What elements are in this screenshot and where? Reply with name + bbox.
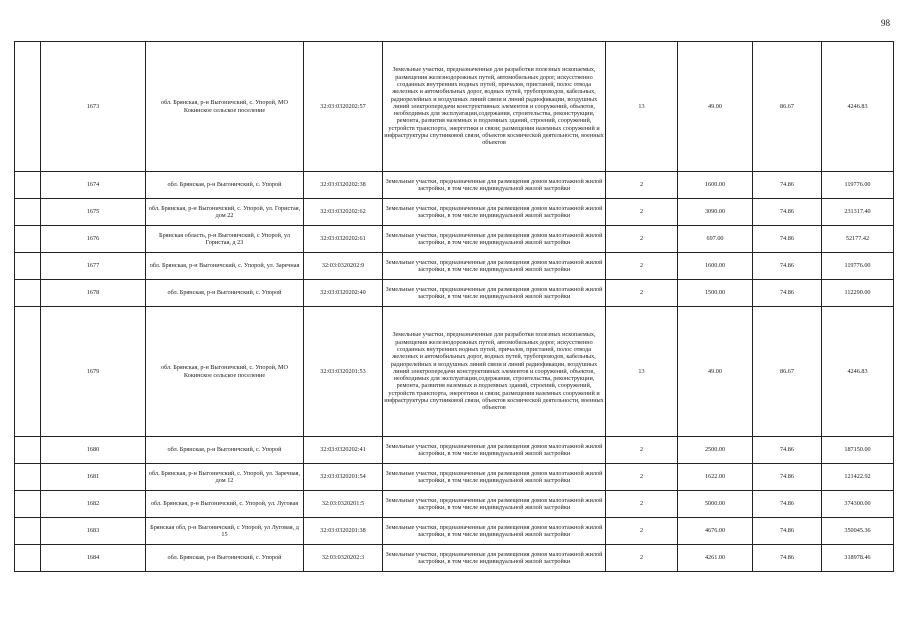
blank-cell [15,199,41,226]
cadastral-number-cell: 32:03:0320202:38 [304,172,383,199]
cadastral-value-cell: 318978.46 [822,545,894,572]
land-use-cell: Земельные участки, предназначенные для размещения домов малоэтажной жилой застройки, в том числе индивидуальной жилой застройки [383,226,606,253]
cadastral-value-cell: 4246.83 [822,42,894,172]
specific-value-cell: 74.86 [753,464,822,491]
cadastral-value-cell: 121422.92 [822,464,894,491]
cadastral-value-cell: 187150.00 [822,437,894,464]
blank-cell [15,172,41,199]
table-row [15,464,894,491]
blank-cell [15,437,41,464]
area-cell: 1500.00 [678,280,753,307]
area-cell: 1622.00 [678,464,753,491]
group-number-cell: 2 [606,253,678,280]
group-number-cell: 2 [606,545,678,572]
row-number-cell: 1681 [41,464,146,491]
area-cell: 2500.00 [678,437,753,464]
group-number-cell: 2 [606,280,678,307]
table-row [15,307,894,437]
row-number-cell: 1675 [41,199,146,226]
row-number-cell: 1680 [41,437,146,464]
table-row [15,545,894,572]
cadastral-number-cell: 32:03:0320202:61 [304,226,383,253]
cadastral-value-cell: 374300.00 [822,491,894,518]
address-cell: Брянская область, р-н Выгоничский, с Упорой, ул Гористая, д 23 [146,226,304,253]
table-row [15,491,894,518]
cadastral-number-cell: 32:03:0320201:5 [304,491,383,518]
area-cell: 49.00 [678,42,753,172]
land-use-cell: Земельные участки, предназначенные для размещения домов малоэтажной жилой застройки, в том числе индивидуальной жилой застройки [383,545,606,572]
row-number-cell: 1678 [41,280,146,307]
specific-value-cell: 74.86 [753,491,822,518]
specific-value-cell: 74.86 [753,545,822,572]
group-number-cell: 2 [606,199,678,226]
specific-value-cell: 74.86 [753,199,822,226]
row-number-cell: 1677 [41,253,146,280]
cadastral-value-cell: 52177.42 [822,226,894,253]
address-cell: обл. Брянская, р-н Выгоничский, с. Упорой, МО Кокинское сельское поселение [146,42,304,172]
blank-cell [15,545,41,572]
address-cell: Брянская обл, р-н Выгоничский, с Упорой, ул Луговая, д 15 [146,518,304,545]
specific-value-cell: 74.86 [753,172,822,199]
area-cell: 1600.00 [678,172,753,199]
group-number-cell: 2 [606,172,678,199]
specific-value-cell: 74.86 [753,253,822,280]
row-number-cell: 1682 [41,491,146,518]
table-row [15,226,894,253]
specific-value-cell: 74.86 [753,226,822,253]
cadastral-number-cell: 32:03:0320202:41 [304,437,383,464]
cadastral-value-cell: 4246.83 [822,307,894,437]
table-row [15,199,894,226]
area-cell: 4676.00 [678,518,753,545]
cadastral-number-cell: 32:03:0320202:40 [304,280,383,307]
row-number-cell: 1674 [41,172,146,199]
land-use-cell: Земельные участки, предназначенные для размещения домов малоэтажной жилой застройки, в том числе индивидуальной жилой застройки [383,491,606,518]
specific-value-cell: 86.67 [753,42,822,172]
row-number-cell: 1683 [41,518,146,545]
land-use-cell: Земельные участки, предназначенные для размещения домов малоэтажной жилой застройки, в том числе индивидуальной жилой застройки [383,253,606,280]
area-cell: 49.00 [678,307,753,437]
cadastral-value-cell: 112290.00 [822,280,894,307]
blank-cell [15,518,41,545]
group-number-cell: 2 [606,518,678,545]
row-number-cell: 1673 [41,42,146,172]
page-number: 98 [881,18,890,28]
area-cell: 5000.00 [678,491,753,518]
blank-cell [15,491,41,518]
blank-cell [15,280,41,307]
address-cell: обл. Брянская, р-н Выгоничский, с. Упорой, ул. Заречная [146,253,304,280]
land-use-cell: Земельные участки, предназначенные для размещения домов малоэтажной жилой застройки, в том числе индивидуальной жилой застройки [383,518,606,545]
address-cell: обл. Брянская, р-н Выгоничский, с. Упорой, ул. Луговая [146,491,304,518]
land-use-cell: Земельные участки, предназначенные для размещения домов малоэтажной жилой застройки, в том числе индивидуальной жилой застройки [383,464,606,491]
table-row [15,437,894,464]
address-cell: обл. Брянская, р-н Выгоничский, с. Упорой [146,545,304,572]
area-cell: 697.00 [678,226,753,253]
specific-value-cell: 74.86 [753,437,822,464]
group-number-cell: 2 [606,464,678,491]
land-use-cell: Земельные участки, предназначенные для размещения домов малоэтажной жилой застройки, в том числе индивидуальной жилой застройки [383,172,606,199]
table-row [15,280,894,307]
cadastral-value-cell: 119776.00 [822,172,894,199]
specific-value-cell: 74.86 [753,518,822,545]
specific-value-cell: 74.86 [753,280,822,307]
address-cell: обл. Брянская, р-н Выгоничский, с. Упорой, МО Кокинское сельское поселение [146,307,304,437]
table-body [15,42,894,572]
table-row [15,518,894,545]
cadastral-number-cell: 32:03:0320202:62 [304,199,383,226]
blank-cell [15,253,41,280]
area-cell: 1600.00 [678,253,753,280]
group-number-cell: 2 [606,437,678,464]
cadastral-number-cell: 32:03:0320202:9 [304,253,383,280]
land-use-cell: Земельные участки, предназначенные для размещения домов малоэтажной жилой застройки, в том числе индивидуальной жилой застройки [383,199,606,226]
group-number-cell: 13 [606,307,678,437]
cadastral-value-cell: 119776.00 [822,253,894,280]
blank-cell [15,42,41,172]
address-cell: обл. Брянская, р-н Выгоничский, с. Упорой [146,172,304,199]
row-number-cell: 1679 [41,307,146,437]
table-row [15,172,894,199]
table-row [15,253,894,280]
address-cell: обл. Брянская, р-н Выгоничский, с. Упорой [146,437,304,464]
row-number-cell: 1676 [41,226,146,253]
blank-cell [15,226,41,253]
land-use-cell: Земельные участки, предназначенные для размещения домов малоэтажной жилой застройки, в том числе индивидуальной жилой застройки [383,437,606,464]
cadastral-value-cell: 231317.40 [822,199,894,226]
land-use-cell: Земельные участки, предназначенные для разработки полезных ископаемых, размещения железнодорожных путей, автомобильных дорог, искусственно созданных внутренних водных путей, причалов, пристаней, полос отвода железных и автомобильных дорог, водных путей, трубопроводов, кабельных, радиорелейных и воздушных линий связи и линий радиофикации, воздушных линий электропередачи конструктивных элементов и сооружений, объектов, необходимых для эксплуатации,содержания, строительства, реконструкции, ремонта, развития наземных и подземных зданий, строений, сооружений, устройств транспорта, энергетики и связи; размещения наземных сооружений и инфраструктуры спутниковой связи, объектов космической деятельности, военных объектов [383,42,606,172]
cadastral-number-cell: 32:03:0320201:38 [304,518,383,545]
group-number-cell: 2 [606,226,678,253]
cadastral-number-cell: 32:03:0320201:53 [304,307,383,437]
land-use-cell: Земельные участки, предназначенные для размещения домов малоэтажной жилой застройки, в том числе индивидуальной жилой застройки [383,280,606,307]
cadastral-number-cell: 32:03:0320202:57 [304,42,383,172]
land-use-cell: Земельные участки, предназначенные для разработки полезных ископаемых, размещения железнодорожных путей, автомобильных дорог, искусственно созданных внутренних водных путей, причалов, пристаней, полос отвода железных и автомобильных дорог, водных путей, трубопроводов, кабельных, радиорелейных и воздушных линий связи и линий радиофикации, воздушных линий электропередачи конструктивных элементов и сооружений, объектов, необходимых для эксплуатации,содержания, строительства, реконструкции, ремонта, развития наземных и подземных зданий, строений, сооружений, устройств транспорта, энергетики и связи; размещения наземных сооружений и инфраструктуры спутниковой связи, объектов космической деятельности, военных объектов [383,307,606,437]
address-cell: обл. Брянская, р-н Выгоничский, с. Упорой, ул. Заречная, дом 12 [146,464,304,491]
cadastral-number-cell: 32:03:0320202:3 [304,545,383,572]
specific-value-cell: 86.67 [753,307,822,437]
cadastral-number-cell: 32:03:0320201:54 [304,464,383,491]
cadastral-value-table [14,41,894,572]
address-cell: обл. Брянская, р-н Выгоничский, с. Упорой [146,280,304,307]
area-cell: 3090.00 [678,199,753,226]
row-number-cell: 1684 [41,545,146,572]
address-cell: обл. Брянская, р-н Выгоничский, с. Упорой, ул. Гористая, дом 22 [146,199,304,226]
blank-cell [15,307,41,437]
area-cell: 4261.00 [678,545,753,572]
table-row [15,42,894,172]
group-number-cell: 2 [606,491,678,518]
group-number-cell: 13 [606,42,678,172]
blank-cell [15,464,41,491]
cadastral-value-cell: 350045.36 [822,518,894,545]
